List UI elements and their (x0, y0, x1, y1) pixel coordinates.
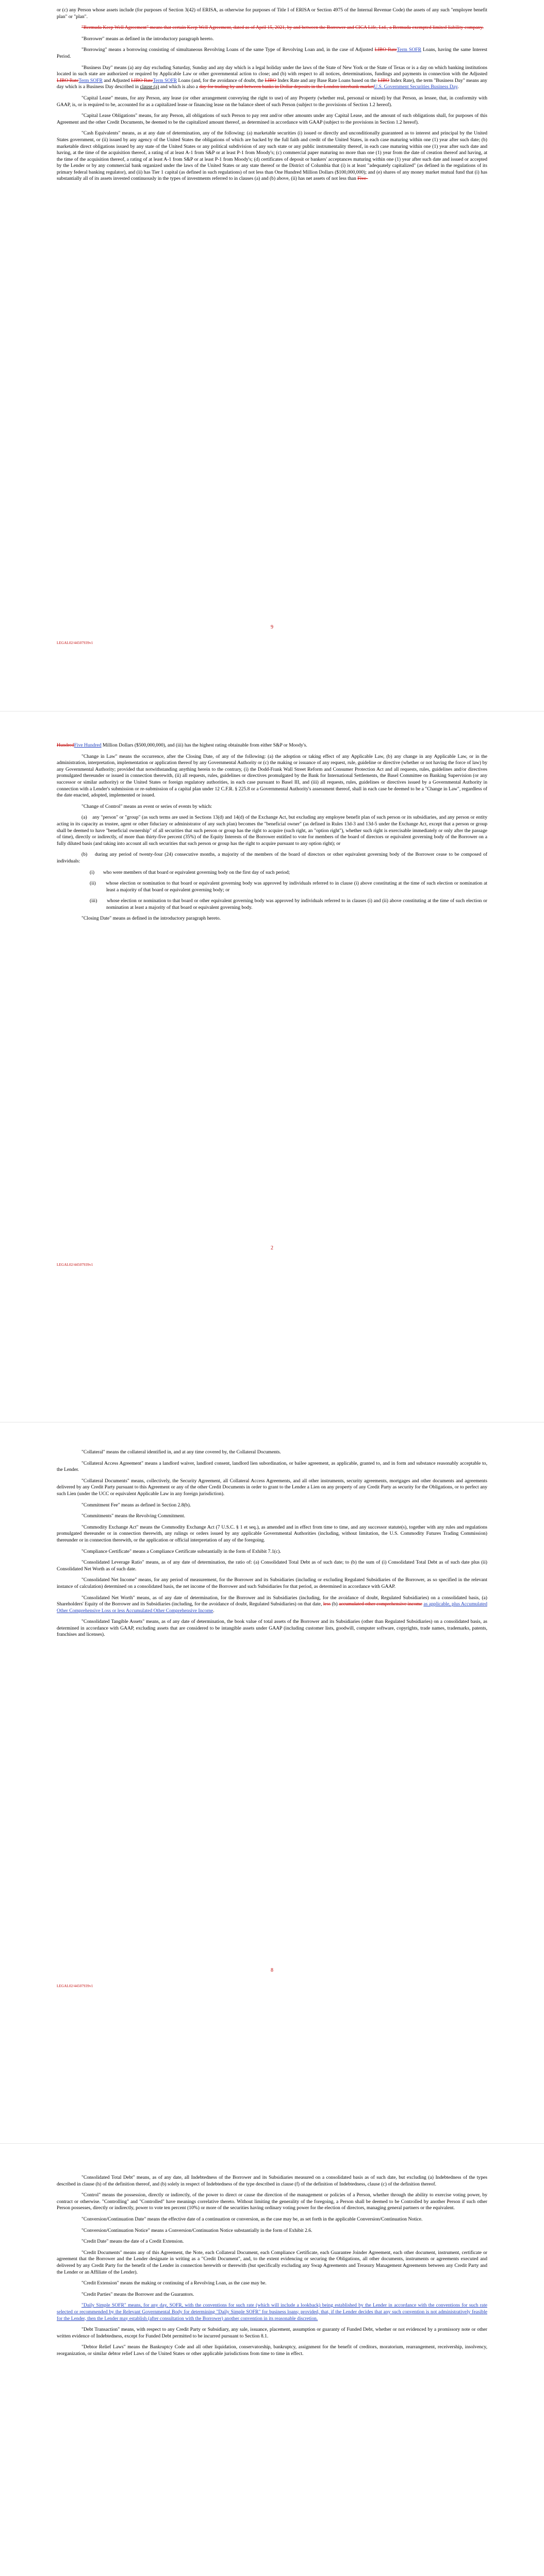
change-of-control-clause-b: (b) during any period of twenty-four (24) consecutive months, a majority of the members of the board of directors or other equivalent governing body of the Borrower cease to be composed of individuals: (57, 852, 487, 864)
deleted-text: Five- (357, 176, 368, 182)
definition-consolidated-leverage-ratio: "Consolidated Leverage Ratio" means, as of any date of determination, the ratio of: (a) Consolidated Total Debt as of such date; to (b) the sum of (i) Consolidated Total Debt as of such date plus (ii) Consolidated Net Worth as of such date. (57, 1560, 487, 1572)
definition-collateral-access-agreement: "Collateral Access Agreement" means a landlord waiver, landlord consent, landlord lien subordination, or bailee agreement, as applicable, granted to, and in form and substance reasonably acceptable to, the Lender. (57, 1460, 487, 1473)
inserted-text: Term SOFR (397, 47, 422, 53)
deleted-text: LIBO Rate (131, 77, 153, 83)
deleted-text: accumulated other comprehensive income (339, 1601, 422, 1607)
inserted-text: Term SOFR (78, 77, 103, 83)
deleted-text: LIBO (265, 77, 276, 83)
definition-borrower: "Borrower" means as defined in the introductory paragraph hereto. (81, 36, 214, 42)
definition-conversion-continuation-date: "Conversion/Continuation Date" means the effective date of a continuation or conversion, as the case may be, as set forth in the applicable Conversion/Continuation Notice. (81, 2216, 423, 2222)
definition-daily-simple-sofr: "Daily Simple SOFR" means, for any day, SOFR, with the conventions for such rate (which will include a lookback) being established by the Lender in accordance with the conventions for such rate selected or recommended by the Relevant Governmental Body for determining "Daily Simple SOFR" for business loans; provided, that, if the Lender decides that any such convention is not administratively feasible for the Lender, then the Lender may establish (after consultation with the Borrower) another convention in its reasonable discretion. (57, 2302, 487, 2321)
inserted-text: Term SOFR (153, 77, 177, 83)
deleted-text: LIBO (377, 77, 389, 83)
page-4-content (57, 2175, 487, 2362)
definition-credit-parties: "Credit Parties" means the Borrower and the Guarantors. (81, 2291, 194, 2297)
definition-compliance-certificate: "Compliance Certificate" means a Compliance Certificate substantially in the form of Exhibit 7.1(c). (81, 1548, 281, 1554)
change-of-control-clause-i: (i) who were members of that board or equivalent governing body on the first day of such period; (90, 869, 290, 875)
page-number: 2 (271, 1245, 273, 1251)
definition-capital-lease-obligations: "Capital Lease Obligations" means, for any Person, all obligations of such Person to pay rent and/or other amounts under any Capital Lease, and the amount of such obligations shall, for purposes of this Agreement and the other Credit Documents, be deemed to be the capitalized amount thereof, as determined in accordance with GAAP (subject to the provisions in Section 1.2 hereof). (57, 113, 487, 125)
change-of-control-clause-iii: (iii) whose election or nomination to that board or other equivalent governing body was approved by individuals referred to in clauses (i) and (ii) above constituting at the time of such election or nomination at least a majority of that board or equivalent governing body. (90, 898, 487, 910)
definition-control: "Control" means the possession, directly or indirectly, of the power to direct or cause the direction of the management or policies of a Person, whether through the ability to exercise voting power, by contract or otherwise. "Controlling" and "Controlled" have meanings correlative thereto. Without limiting the generality of the foregoing, a Person shall be deemed to be Controlled by another Person if such other Person possesses, directly or indirectly, power to vote ten percent (10%) or more of the securities having ordinary voting power for the election of directors, managing general partners or the equivalent. (57, 2192, 487, 2211)
document-footer-code: LEGAL02/44507939v1 (57, 1984, 93, 1988)
definition-credit-date: "Credit Date" means the date of a Credit Extension. (81, 2239, 184, 2245)
definition-collateral: "Collateral" means the collateral identified in, and at any time covered by, the Collateral Documents. (81, 1449, 281, 1455)
definition-change-in-law: "Change in Law" means the occurrence, after the Closing Date, of any of the following: (a) the adoption or taking effect of any Applicable Law, (b) any change in any Applicable Law, or in the administration, interpretation, implementation or application thereof by any Governmental Authority or (c) the making or issuance of any request, rule, guideline or directive (whether or not having the force of law) by any Governmental Authority; provided that notwithstanding anything herein to the contrary, (i) the Dodd-Frank Wall Street Reform and Consumer Protection Act and all requests, rules, guidelines and/or directives promulgated thereunder or issued in connection therewith, (ii) all requests, rules, guidelines or directives promulgated by the Bank for International Settlements, the Basel Committee on Banking Supervision (or any successor or similar authority) or the United States or foreign regulatory authorities, in each case pursuant to Basel III, and (iii) all requests, rules, guidelines or directives issued by a Governmental Authority in connection with a Lender's submission or re-submission of a capital plan under 12 C.F.R. § 225.8 or a Governmental Authority's assessment thereof, shall in each case be deemed to be a "Change in Law", regardless of the date enacted, adopted, implemented or issued. (57, 753, 487, 799)
definition-cash-equivalents: "Cash Equivalents" means, as at any date of determination, any of the following: (a) marketable securities (i) issued or directly and unconditionally guaranteed as to interest and principal by the United States government, or (ii) issued by any agency of the United States the obligations of which are backed by the full faith and credit of the United States, in each case maturing within one (1) year after such date; (b) marketable direct obligations issued by any state of the United States or any political subdivision of any such state or any public instrumentality thereof, in each case maturing within one (1) year after such date and having, at the time of the acquisition thereof, a rating of at least A-1 from S&P or at least P-1 from Moody's; (c) commercial paper maturing no more than one (1) year from the date of creation thereof and having, at the time of the acquisition thereof, a rating of at least A-1 from S&P or at least P-1 from Moody's; (d) certificates of deposit or bankers' acceptances maturing within one (1) year after such date and issued or accepted by the Lender or by any commercial bank organized under the laws of the United States or any state thereof or the District of Columbia that (i) is at least "adequately capitalized" (as defined in the regulations of its primary federal banking regulator), and (ii) has Tier 1 capital (as defined in such regulations) of not less than One Hundred Million Dollars ($100,000,000); and (e) shares of any money market mutual fund that (i) has substantially all of its assets invested continuously in the types of investments referred to in clauses (a) and (b) above, (ii) has net assets of not less than Five- (57, 130, 487, 182)
deleted-text: LIBO Rate (57, 77, 79, 83)
definition-credit-documents: "Credit Documents" means any of this Agreement, the Note, each Collateral Document, each Compliance Certificate, each Guarantee Joinder Agreement, each other document, instrument, certificate or agreement that the Borrower and the Lender designate in writing as a "Credit Document", and, to the extent evidencing or securing the Obligations, all other documents, instruments or agreements executed and delivered by any Credit Party for the benefit of the Lender in connection herewith or therewith (but specifically excluding any Swap Agreements and Treasury Management Agreements between any Credit Party and the Lender or an Affiliate of the Lender). (57, 2249, 487, 2275)
page-2-content (57, 742, 487, 927)
document-page-1 (0, 0, 544, 711)
deleted-text: less (323, 1601, 331, 1607)
definition-paragraph: or (c) any Person whose assets include (for purposes of Section 3(42) of ERISA, as otherwise for purposes of Title I of ERISA or Section 4975 of the Internal Revenue Code) the assets of any such "employee benefit plan" or "plan". (57, 7, 487, 20)
definition-collateral-documents: "Collateral Documents" means, collectively, the Security Agreement, all Collateral Access Agreements, and all other instruments, security agreements, mortgages and other documents and agreements delivered by any Credit Party pursuant to this Agreement or any of the other Credit Documents in order to grant to the Lender a Lien on any property of any Credit Party as security for the Obligations, or to perfect any such Lien (under the UCC or equivalent Applicable Law in any foreign jurisdiction). (57, 1478, 487, 1497)
definition-commitment-fee: "Commitment Fee" means as defined in Section 2.8(b). (81, 1502, 191, 1508)
definition-debt-transaction: "Debt Transaction" means, with respect to any Credit Party or Subsidiary, any sale, issuance, placement, assumption or guaranty of Funded Debt, whether or not evidenced by a promissory note or other written evidence of Indebtedness, except for Funded Debt permitted to be incurred pursuant to Section 8.1. (57, 2327, 487, 2339)
deleted-text: day for trading by and between banks in Dollar deposits in the London interbank market (199, 84, 374, 90)
deleted-text: LIBO Rate (374, 47, 397, 53)
inserted-text: as applicable, plus Accumulated Other Comprehensive Loss or less Accumulated Other Comprehensive Income (57, 1601, 487, 1614)
definition-closing-date: "Closing Date" means as defined in the introductory paragraph hereto. (81, 916, 221, 922)
change-of-control-clause-a: (a) any "person" or "group" (as such terms are used in Sections 13(d) and 14(d) of the Exchange Act, but excluding any employee benefit plan of such person or its subsidiaries, and any person or entity acting in its capacity as trustee, agent or other fiduciary or administrator of any such plan) becomes the "beneficial owner" (as defined in Rules 13d-3 and 13d-5 under the Exchange Act, except that a person or group shall be deemed to have "beneficial ownership" of all securities that such person or group has the right to acquire (such right, an "option right"), whether such right is exercisable immediately or only after the passage of time), directly or indirectly, of more than thirty-five percent (35%) of the Equity Interests of the Borrower entitled to vote for members of the board of directors or equivalent governing body of the Borrower on a fully diluted basis (and taking into account all such securities that such person or group has the right to acquire pursuant to any option right); or (57, 815, 487, 846)
document-footer-code: LEGAL02/44507939v1 (57, 641, 93, 645)
page-number: 8 (271, 1968, 273, 1973)
inserted-text: Five Hundred (74, 742, 102, 748)
document-page-3 (0, 1422, 544, 2143)
definition-change-of-control: "Change of Control" means an event or series of events by which: (81, 803, 212, 809)
definition-debtor-relief-laws: "Debtor Relief Laws" means the Bankruptcy Code and all other liquidation, conservatorship, bankruptcy, assignment for the benefit of creditors, moratorium, rearrangement, receivership, insolvency, reorganization, or similar debtor relief Laws of the United States or other applicable jurisdictions from time to time in effect. (57, 2344, 487, 2357)
cross-reference: clause (a) (140, 84, 159, 90)
definition-bermuda-keep-well: "Bermuda Keep Well Agreement" means that certain Keep Well Agreement, dated as of April 15, 2021, by and between the Borrower and CICA Life, Ltd., a Bermuda exempted limited liability company. (81, 25, 484, 31)
definition-borrowing: "Borrowing" means a borrowing consisting of simultaneous Revolving Loans of the same Type of Revolving Loan and, in the case of Adjusted LIBO RateTerm SOFR Loans, having the same Interest Period. (57, 47, 487, 59)
deleted-text: Hundred (57, 742, 74, 748)
definition-commodity-exchange-act: "Commodity Exchange Act" means the Commodity Exchange Act (7 U.S.C. § 1 et seq.), as amended and in effect from time to time, and any successor statute(s), together with any rules and regulations promulgated thereunder or in connection therewith, any rulings or orders issued by any applicable Governmental Authorities (including, without limitation, the U.S. Commodity Futures Trading Commission) thereunder or in connection therewith, or the application or official interpretation of any of the foregoing. (57, 1524, 487, 1543)
change-of-control-clause-ii: (ii) whose election or nomination to that board or equivalent governing body was approved by individuals referred to in clause (i) above constituting at the time of such election or nomination at least a majority of that board or equivalent governing body; or (90, 880, 487, 893)
document-page-4 (0, 2144, 544, 2576)
definition-consolidated-net-worth: "Consolidated Net Worth" means, as of any date of determination, for the Borrower and its Subsidiaries (including, for the avoidance of doubt, Regulated Subsidiaries) on a consolidated basis, (a) Shareholders' Equity of the Borrower and its Subsidiaries (including, for the avoidance of doubt, Regulated Subsidiaries) on that date, less (b) accumulated other comprehensive income as applicable, plus Accumulated Other Comprehensive Loss or less Accumulated Other Comprehensive Income. (57, 1595, 487, 1614)
definition-paragraph: HundredFive Hundred Million Dollars ($500,000,000), and (iii) has the highest rating obtainable from either S&P or Moody's. (57, 742, 307, 748)
definition-consolidated-total-debt: "Consolidated Total Debt" means, as of any date, all Indebtedness of the Borrower and its Subsidiaries measured on a consolidated basis as of such date, but excluding (a) Indebtedness of the types described in clause (h) of the definition thereof, and (b) solely in respect of Indebtedness of the type described in clause (f) of the definition of Indebtedness, clause (c) of the definition thereof. (57, 2175, 487, 2187)
inserted-text: U.S. Government Securities Business Day (374, 84, 458, 90)
definition-business-day: "Business Day" means (a) any day excluding Saturday, Sunday and any day which is a legal holiday under the laws of the State of New York or the State of Texas or is a day on which banking institutions located in such state are authorized or required by Applicable Law or other governmental action to close; and (b) with respect to all notices, determinations, fundings and payments in connection with the Adjusted LIBO RateTerm SOFR and Adjusted LIBO RateTerm SOFR Loans (and, for the avoidance of doubt, the LIBO Index Rate and any Base Rate Loans based on the LIBO Index Rate), the term "Business Day" means any day which is a Business Day described in clause (a) and which is also a day for trading by and between banks in Dollar deposits in the London interbank marketU.S. Government Securities Business Day. (57, 64, 487, 90)
definition-conversion-continuation-notice: "Conversion/Continuation Notice" means a Conversion/Continuation Notice substantially in the form of Exhibit 2.6. (81, 2227, 312, 2233)
document-page-2 (0, 711, 544, 1422)
definition-capital-lease: "Capital Lease" means, for any Person, any lease (or other arrangement conveying the right to use) of any Property (whether real, personal or mixed) by that Person, as lessee, that, in conformity with GAAP, is, or is required to be, accounted for as a capitalized lease or financing lease on the balance sheet of such Person (subject to the provisions of Section 1.2 hereof). (57, 95, 487, 108)
document-footer-code: LEGAL02/44507939v1 (57, 1263, 93, 1267)
definition-credit-extension: "Credit Extension" means the making or continuing of a Revolving Loan, as the case may be. (81, 2280, 267, 2286)
definition-consolidated-net-income: "Consolidated Net Income" means, for any period of measurement, for the Borrower and its Subsidiaries (including or excluding Regulated Subsidiaries of the Borrower, as so specified in the relevant instance of calculation) determined on a consolidated basis, the net income of the Borrower and such Subsidiaries for that period, as determined in accordance with GAAP. (57, 1577, 487, 1589)
page-1-content (57, 7, 487, 187)
definition-consolidated-tangible-assets: "Consolidated Tangible Assets" means, as of any date of determination, the book value of total assets of the Borrower and its Subsidiaries (other than Regulated Subsidiaries) on a consolidated basis, as determined in accordance with GAAP, excluding assets that are considered to be intangible assets under GAAP (including customer lists, goodwill, computer software, copyrights, trade names, trademarks, patents, franchises and licenses). (57, 1619, 487, 1638)
page-number: 9 (271, 624, 273, 630)
page-3-content (57, 1449, 487, 1643)
definition-commitments: "Commitments" means the Revolving Commitment. (81, 1513, 186, 1519)
